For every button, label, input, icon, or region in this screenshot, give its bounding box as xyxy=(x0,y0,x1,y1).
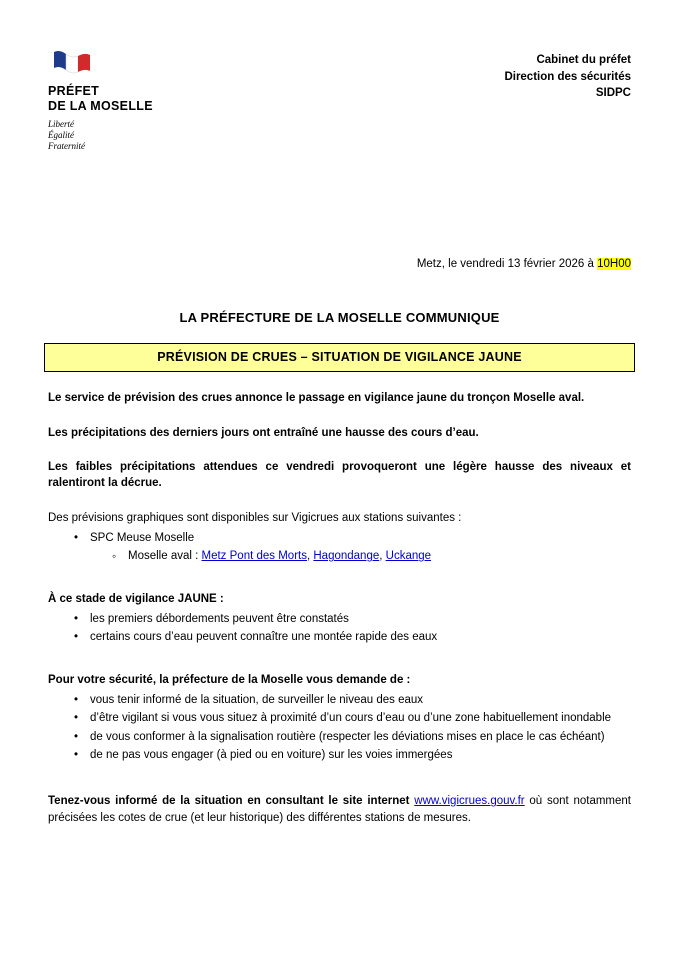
sep-2: , xyxy=(379,550,386,563)
station-link-hagondange[interactable]: Hagondange xyxy=(313,550,380,563)
header-line-cabinet: Cabinet du préfet xyxy=(536,54,631,66)
logo-title-line1: PRÉFET xyxy=(48,84,100,98)
list-item: • de vous conformer à la signalisation routière (respecter les déviations mises en place le cas échéant) xyxy=(70,729,631,745)
logo-title xyxy=(48,84,278,114)
security-heading: Pour votre sécurité, la préfecture de la Moselle vous demande de : xyxy=(48,673,411,686)
list-item: • vous tenir informé de la situation, de surveiller le niveau des eaux xyxy=(70,692,631,708)
french-flag-icon xyxy=(52,48,98,78)
page-title: LA PRÉFECTURE DE LA MOSELLE COMMUNIQUE xyxy=(179,310,500,326)
station-sublist xyxy=(90,548,631,564)
list-item: • d’être vigilant si vous vous situez à proximité d’un cours d’eau ou d’une zone habituellement inondable xyxy=(70,710,631,726)
header-line-direction: Direction des sécurités xyxy=(504,70,631,83)
paragraph-graphs: Des prévisions graphiques sont disponibles sur Vigicrues aux stations suivantes : xyxy=(48,511,462,524)
footer-rest: où sont notamment précisées les cotes de crue (et leur historique) des différentes stations de mesures. xyxy=(48,795,631,824)
prefecture-logo xyxy=(48,48,278,152)
dateline-time: 10H00 xyxy=(597,258,631,271)
vigilance-heading: À ce stade de vigilance JAUNE : xyxy=(48,592,224,605)
vigicrues-website-link[interactable]: www.vigicrues.gouv.fr xyxy=(414,795,525,808)
paragraph-friday: Les faibles précipitations attendues ce vendredi provoqueront une légère hausse des niveaux et ralentiront la décrue. xyxy=(48,460,631,490)
document-body xyxy=(0,390,679,826)
station-sub-prefix: Moselle aval : xyxy=(128,550,202,563)
footer-note xyxy=(48,793,631,826)
security-list xyxy=(48,692,631,763)
dateline xyxy=(0,258,679,270)
logo-title-line2: DE LA MOSELLE xyxy=(48,98,153,113)
station-group-label: SPC Meuse Moselle xyxy=(90,531,195,544)
paragraph-rainfall: Les précipitations des derniers jours ont entraîné une hausse des cours d’eau. xyxy=(48,426,479,439)
station-list xyxy=(48,530,631,565)
paragraph-forecast: Le service de prévision des crues annonce le passage en vigilance jaune du tronçon Moselle aval. xyxy=(48,392,585,405)
header-line-sidpc: SIDPC xyxy=(595,87,631,100)
alert-banner: PRÉVISION DE CRUES – SITUATION DE VIGILANCE JAUNE xyxy=(44,343,635,372)
station-link-uckange[interactable]: Uckange xyxy=(385,550,432,563)
list-item xyxy=(70,530,631,565)
list-item: • de ne pas vous engager (à pied ou en voiture) sur les voies immergées xyxy=(70,747,631,763)
motto-line2: Égalité xyxy=(48,129,74,140)
sep-1: , xyxy=(306,550,314,563)
list-item xyxy=(110,548,631,564)
vigilance-list xyxy=(48,611,631,646)
header-department-block xyxy=(504,48,631,102)
motto-line1: Liberté xyxy=(48,118,74,129)
dateline-text: Metz, le vendredi 13 février 2026 à xyxy=(416,258,598,271)
list-item: • les premiers débordements peuvent être constatés xyxy=(70,611,631,627)
document-header xyxy=(0,0,679,152)
station-link-metz[interactable]: Metz Pont des Morts xyxy=(201,550,307,563)
motto-line3: Fraternité xyxy=(48,141,85,151)
footer-lead: Tenez-vous informé de la situation en consultant le site internet xyxy=(48,795,415,808)
list-item: • certains cours d’eau peuvent connaître une montée rapide des eaux xyxy=(70,629,631,645)
logo-motto xyxy=(48,119,278,153)
